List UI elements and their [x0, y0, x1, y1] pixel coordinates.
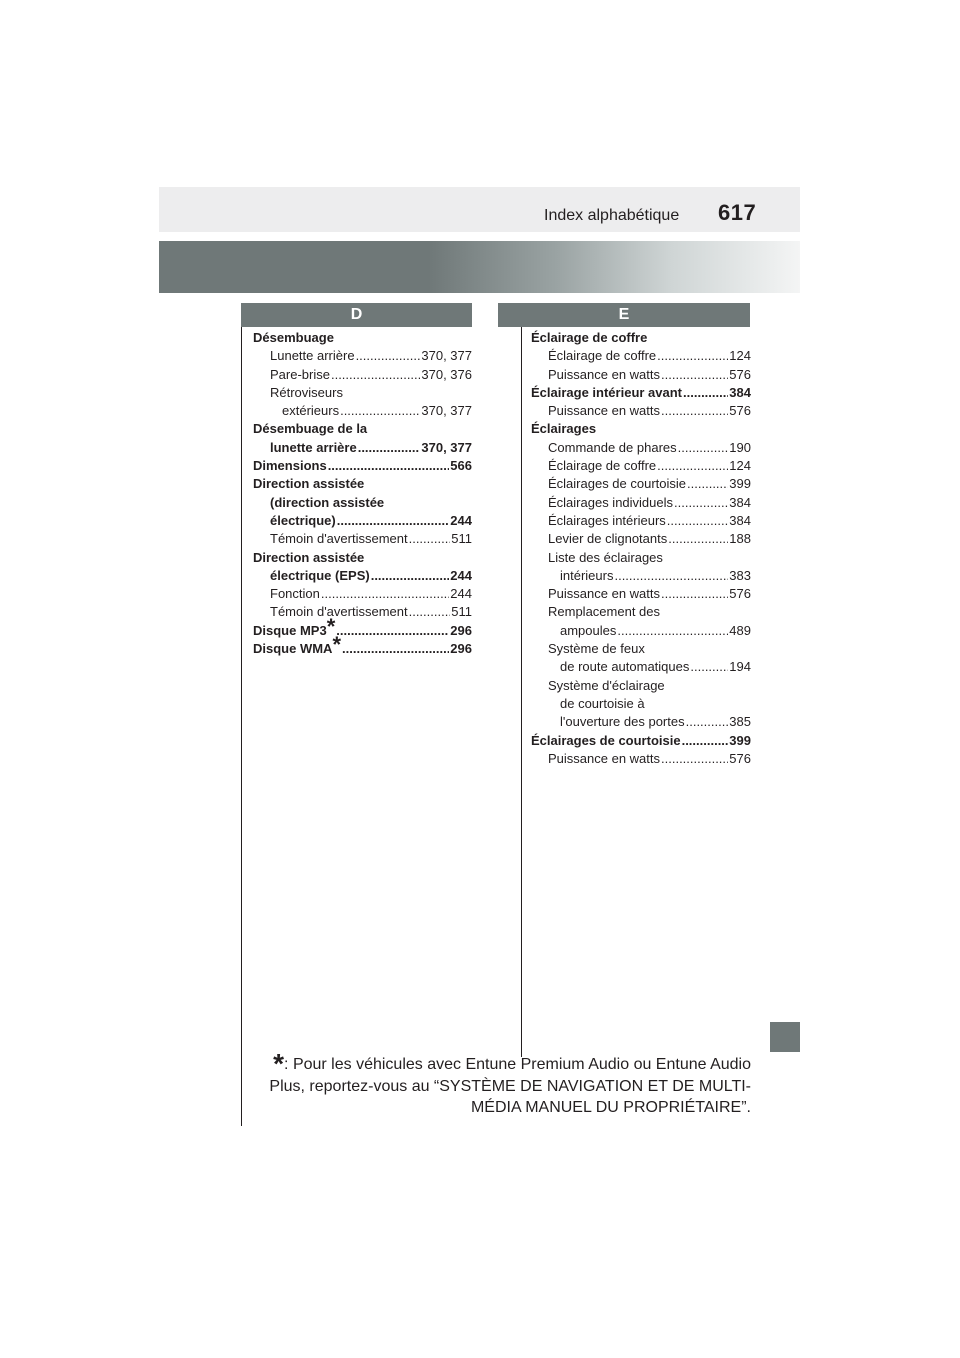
index-entry-page: 385 [729, 714, 751, 730]
index-entry-term: Levier de clignotants [548, 531, 668, 547]
index-entry [253, 603, 472, 621]
index-entry-term: Éclairage de coffre [548, 458, 657, 474]
index-entry-page: 399 [729, 476, 751, 492]
leader-dots [331, 366, 420, 384]
index-entry-page: 124 [729, 348, 751, 364]
index-entry [531, 567, 751, 585]
index-entry-term: Lunette arrière [270, 348, 355, 364]
column-header-d: D [241, 303, 472, 327]
leader-dots [682, 732, 729, 750]
page-number: 617 [718, 200, 757, 225]
index-entry [531, 366, 751, 384]
footnote-marker: * [273, 1048, 285, 1079]
index-entry [531, 603, 751, 621]
index-entry [253, 567, 472, 585]
index-entry-page: 244 [450, 586, 472, 602]
index-entry-term: Éclairages [531, 421, 597, 437]
leader-dots [686, 713, 729, 731]
index-entry-term: (direction assistée [270, 494, 385, 510]
index-entry [531, 640, 751, 658]
index-entry-term: Éclairage intérieur avant [531, 384, 683, 400]
index-entry [253, 512, 472, 530]
index-entry-page: 124 [729, 458, 751, 474]
index-entry-term: Témoin d'avertissement [270, 531, 408, 547]
index-entry-page: 384 [729, 384, 751, 400]
footnote-line-1: : Pour les véhicules avec Entune Premium Audio ou Entune Audio [284, 1056, 751, 1073]
leader-dots [683, 384, 728, 402]
index-entry-term: ampoules [560, 622, 617, 638]
index-entry-page: 370, 377 [421, 348, 472, 364]
leader-dots [667, 512, 729, 530]
leader-dots [617, 622, 728, 640]
index-entry-term: Rétroviseurs [270, 384, 343, 400]
index-entry-term: Puissance en watts [548, 586, 661, 602]
index-entry-term: Puissance en watts [548, 750, 661, 766]
index-entry-term: Témoin d'avertissement [270, 604, 408, 620]
leader-dots [409, 530, 451, 548]
index-entry-page: 576 [729, 366, 751, 382]
index-entry-page: 370, 377 [421, 403, 472, 419]
index-entry-term: Désembuage [253, 330, 334, 345]
index-entry-term: Commande de phares [548, 439, 677, 455]
index-entry-page: 194 [729, 659, 751, 675]
index-entry-term: Pare-brise [270, 366, 330, 382]
index-entry: Disque WMA * ..... 296 [253, 640, 472, 658]
index-entry-page: 244 [450, 567, 472, 583]
index-entry-page: 190 [729, 439, 751, 455]
index-entry [531, 420, 751, 438]
footnote-line-2: Plus, reportez-vous au “SYSTÈME DE NAVIGATION ET DE MULTI- [269, 1077, 751, 1095]
column-divider [521, 327, 522, 1057]
index-entry-term: Éclairage de coffre [548, 348, 657, 364]
index-entry-term: Direction assistée [253, 476, 365, 492]
leader-dots [371, 567, 450, 585]
index-entry-term: Disque MP3 [253, 622, 327, 638]
leader-dots [661, 366, 728, 384]
index-entry-term: intérieurs [560, 567, 614, 583]
index-entry-term: Puissance en watts [548, 403, 661, 419]
index-entry-page: 511 [451, 531, 472, 547]
index-entry [531, 695, 751, 713]
index-entry [531, 384, 751, 402]
index-entry [253, 384, 472, 402]
index-entry [253, 329, 472, 347]
index-entry-page: 296 [450, 641, 472, 657]
index-entry [253, 530, 472, 548]
index-entry-term: Éclairages de courtoisie [531, 732, 681, 748]
index-entry-page: 370, 376 [421, 366, 472, 382]
index-entry [253, 347, 472, 365]
index-column-d [253, 329, 472, 658]
index-entry [253, 366, 472, 384]
index-entry-page: 399 [729, 732, 751, 748]
index-entry-page: 511 [451, 604, 472, 620]
index-entry [531, 622, 751, 640]
index-entry-page: 489 [729, 622, 751, 638]
index-entry [531, 475, 751, 493]
index-entry [531, 732, 751, 750]
index-entry-term: Fonction [270, 586, 320, 602]
leader-dots [661, 750, 728, 768]
leader-dots [614, 567, 728, 585]
page-title: Index alphabétique [544, 207, 680, 224]
section-banner [159, 241, 800, 293]
leader-dots [336, 622, 449, 640]
leader-dots [661, 585, 728, 603]
leader-dots [337, 512, 450, 530]
index-entry [531, 347, 751, 365]
index-entry [531, 750, 751, 768]
index-entry-term: Éclairage de coffre [531, 330, 648, 345]
index-entry [531, 439, 751, 457]
leader-dots [687, 475, 728, 493]
leader-dots [358, 439, 421, 457]
left-divider [241, 327, 242, 1126]
column-header-e: E [498, 303, 750, 327]
index-entry-page: 296 [450, 622, 472, 638]
leader-dots [340, 402, 420, 420]
index-entry-page: 188 [729, 531, 751, 547]
index-entry [253, 439, 472, 457]
index-entry-term: Éclairages de courtoisie [548, 476, 687, 492]
index-entry [253, 420, 472, 438]
index-entry [253, 585, 472, 603]
index-entry [531, 530, 751, 548]
index-entry-term: électrique (EPS) [270, 567, 370, 583]
index-entry [253, 475, 472, 493]
index-entry-term: Remplacement des [548, 604, 660, 620]
index-entry-term: Puissance en watts [548, 366, 661, 382]
index-entry [531, 512, 751, 530]
index-entry [531, 585, 751, 603]
leader-dots [668, 530, 728, 548]
index-entry [253, 402, 472, 420]
index-entry-term: Direction assistée [253, 549, 365, 565]
index-entry: Disque MP3 * ..... 296 [253, 622, 472, 640]
index-entry-term: Éclairages intérieurs [548, 512, 666, 528]
leader-dots [690, 658, 728, 676]
leader-dots [657, 457, 728, 475]
leader-dots [356, 347, 421, 365]
leader-dots [342, 640, 449, 658]
leader-dots [678, 439, 729, 457]
index-entry [531, 713, 751, 731]
index-entry-page: 576 [729, 750, 751, 766]
index-entry-term: Système de feux [548, 641, 645, 657]
index-entry-term: lunette arrière [270, 439, 357, 455]
index-entry-term: Dimensions [253, 458, 327, 474]
index-entry-page: 566 [450, 458, 472, 474]
index-entry [531, 677, 751, 695]
thumb-index-tab [770, 1022, 800, 1052]
index-column-e [531, 329, 751, 768]
index-entry-term: Système d'éclairage [548, 677, 665, 693]
index-entry-page: 576 [729, 586, 751, 602]
leader-dots [674, 494, 728, 512]
index-entry-term: Liste des éclairages [548, 549, 663, 565]
index-entry-term: l'ouverture des portes [560, 714, 685, 730]
leader-dots [321, 585, 449, 603]
index-entry [253, 549, 472, 567]
index-entry-term: électrique) [270, 512, 336, 528]
index-entry [531, 658, 751, 676]
index-entry-page: 384 [729, 494, 751, 510]
index-entry-term: de courtoisie à [560, 695, 645, 711]
index-entry [253, 494, 472, 512]
index-entry [253, 457, 472, 475]
leader-dots [657, 347, 728, 365]
index-entry-term: Disque WMA [253, 641, 333, 657]
index-entry-term: Désembuage de la [253, 421, 368, 437]
index-entry [531, 549, 751, 567]
footnote-line-3: MÉDIA MANUEL DU PROPRIÉTAIRE”. [470, 1099, 751, 1116]
leader-dots [328, 457, 450, 475]
index-entry-page: 244 [450, 512, 472, 528]
index-entry [531, 329, 751, 347]
index-entry-term: Éclairages individuels [548, 494, 674, 510]
index-entry-page: 370, 377 [421, 439, 472, 455]
leader-dots [409, 603, 451, 621]
header-bar [159, 187, 800, 232]
index-entry-page: 384 [729, 512, 751, 528]
index-entry-term: extérieurs [282, 403, 340, 419]
footnote [255, 1048, 751, 1119]
index-entry [531, 494, 751, 512]
index-entry [531, 402, 751, 420]
index-entry-term: de route automatiques [560, 659, 690, 675]
index-entry [531, 457, 751, 475]
index-entry-page: 383 [729, 567, 751, 583]
index-entry-page: 576 [729, 403, 751, 419]
leader-dots [661, 402, 728, 420]
